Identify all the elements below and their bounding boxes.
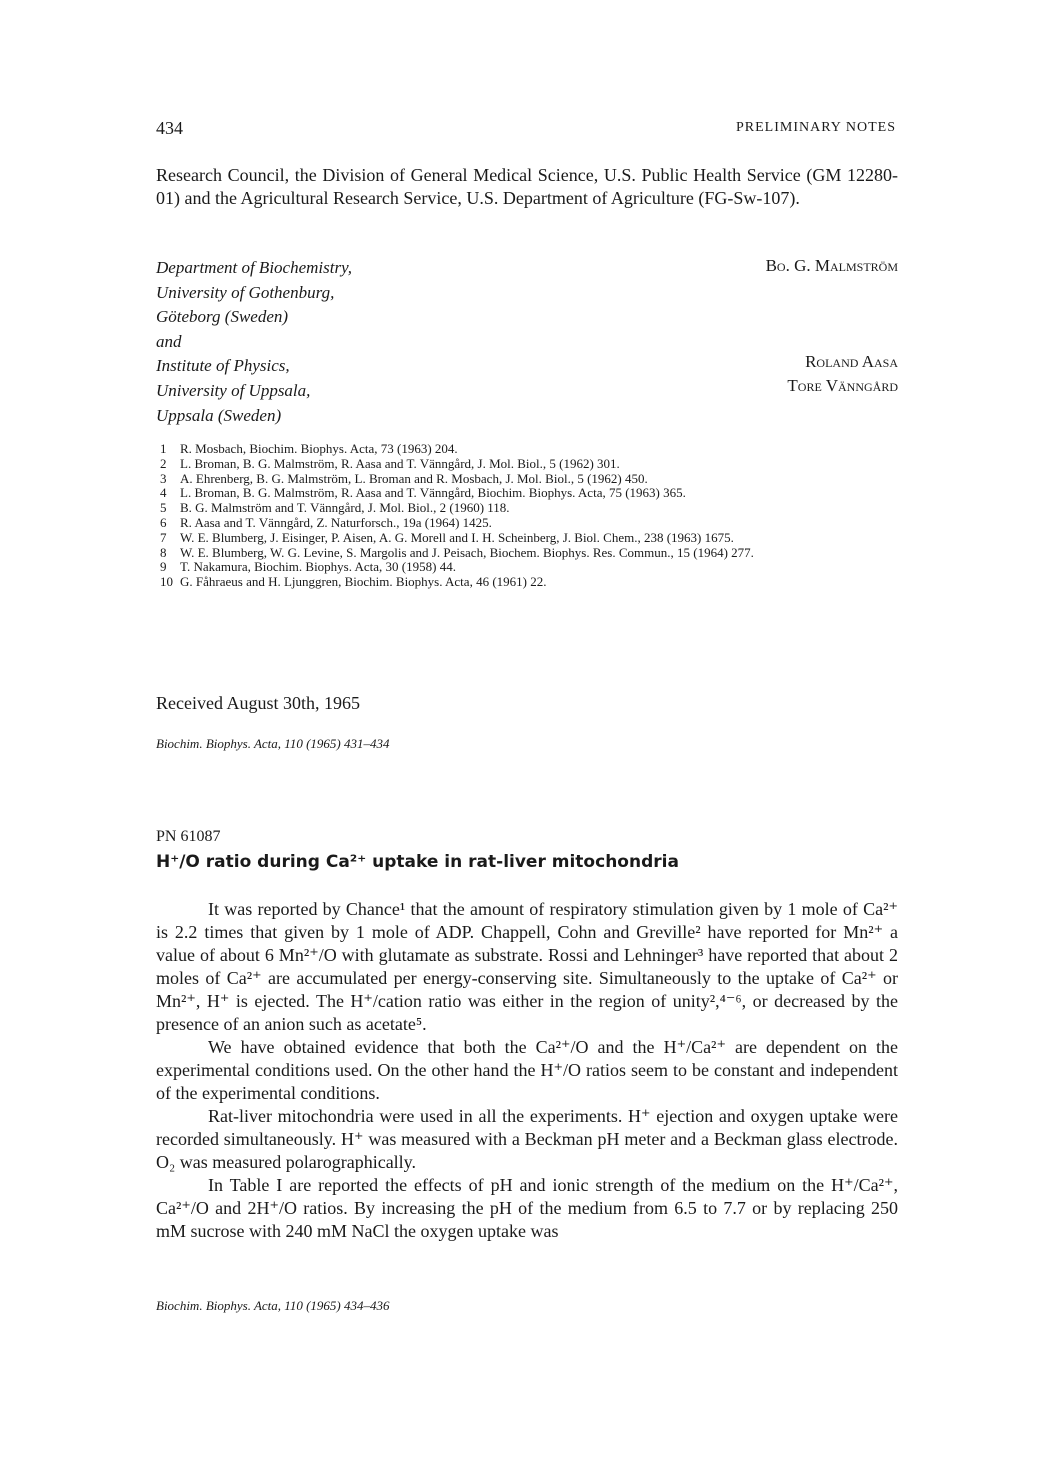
reference-text: R. Aasa and T. Vänngård, Z. Naturforsch., 19a (1964) 1425. xyxy=(180,514,492,530)
reference-text: L. Broman, B. G. Malmström, R. Aasa and T. Vänngård, Biochim. Biophys. Acta, 75 (1963) 365. xyxy=(180,485,686,501)
affiliation-line: and xyxy=(156,331,182,351)
reference-number: 2 xyxy=(160,455,167,471)
article-title: H⁺/O ratio during Ca²⁺ uptake in rat-liver mitochondria xyxy=(156,852,679,872)
reference-text: A. Ehrenberg, B. G. Malmström, L. Broman and R. Mosbach, J. Mol. Biol., 5 (1962) 450. xyxy=(180,470,648,486)
reference-text: R. Mosbach, Biochim. Biophys. Acta, 73 (1963) 204. xyxy=(180,441,458,456)
reference-number: 9 xyxy=(160,559,167,575)
body-paragraph: We have obtained evidence that both the Ca²⁺/O and the H⁺/Ca²⁺ are dependent on the experimental conditions used. On the other hand the H⁺/O ratios seem to be constant and independent of the experimental conditions. xyxy=(156,1037,898,1103)
received-date: Received August 30th, 1965 xyxy=(156,693,360,713)
reference-number: 4 xyxy=(160,485,167,501)
reference-text: B. G. Malmström and T. Vänngård, J. Mol. Biol., 2 (1960) 118. xyxy=(180,500,510,516)
reference-number: 5 xyxy=(160,500,167,516)
reference-number: 8 xyxy=(160,544,167,560)
affiliation-block xyxy=(156,256,352,428)
reference-item xyxy=(156,516,898,531)
reference-text: W. E. Blumberg, J. Eisinger, P. Aisen, A. G. Morell and I. H. Scheinberg, J. Biol. Chem., 238 (1963) 1675. xyxy=(180,529,734,545)
journal-citation: Biochim. Biophys. Acta, 110 (1965) 434–436 xyxy=(156,1298,390,1313)
reference-item xyxy=(156,531,898,546)
reference-item xyxy=(156,457,898,472)
reference-item xyxy=(156,560,898,575)
reference-item xyxy=(156,472,898,487)
body-paragraph: It was reported by Chance¹ that the amount of respiratory stimulation given by 1 mole of Ca²⁺ is 2.2 times that given by 1 mole of ADP. Chappell, Cohn and Greville² have reported for Mn²⁺ a value of about 6 Mn²⁺/O with glutamate as substrate. Rossi and Lehninger³ have reported that about 2 moles of Ca²⁺ are accumulated per energy-conserving site. Simultaneously to the uptake of Ca²⁺ or Mn²⁺, H⁺ is ejected. The H⁺/cation ratio was either in the region of unity²,⁴⁻⁶, or decreased by the presence of an anion such as acetate⁵. xyxy=(156,899,898,1034)
author-name: Bo. G. Malmström xyxy=(765,256,898,275)
author-block xyxy=(787,350,898,398)
journal-citation: Biochim. Biophys. Acta, 110 (1965) 431–434 xyxy=(156,736,390,751)
reference-text: L. Broman, B. G. Malmström, R. Aasa and T. Vänngård, J. Mol. Biol., 5 (1962) 301. xyxy=(180,455,620,471)
reference-text: G. Fåhraeus and H. Ljunggren, Biochim. Biophys. Acta, 46 (1961) 22. xyxy=(180,574,547,590)
reference-item xyxy=(156,501,898,516)
body-paragraph: In Table I are reported the effects of pH and ionic strength of the medium on the H⁺/Ca²⁺, Ca²⁺/O and 2H⁺/O ratios. By increasing the pH of the medium from 6.5 to 7.7 or by replacing 250 mM sucrose with 240 mM NaCl the oxygen uptake was xyxy=(156,1175,898,1241)
affiliation-line: University of Uppsala, xyxy=(156,380,311,400)
reference-number: 3 xyxy=(160,470,167,486)
affiliation-line: Institute of Physics, xyxy=(156,356,290,376)
article-body xyxy=(156,898,898,1243)
reference-list xyxy=(156,442,898,590)
reference-number: 7 xyxy=(160,529,167,545)
author-name: Roland Aasa xyxy=(805,352,898,371)
reference-number: 1 xyxy=(160,441,167,456)
affiliation-line: Department of Biochemistry, xyxy=(156,258,352,277)
reference-item xyxy=(156,546,898,561)
affiliation-line: University of Gothenburg, xyxy=(156,282,335,302)
acknowledgement-paragraph: Research Council, the Division of General Medical Science, U.S. Public Health Service (GM 12280-01) and the Agricultural Research Service, U.S. Department of Agriculture (FG-Sw-107). xyxy=(156,165,898,208)
running-title: PRELIMINARY NOTES xyxy=(736,120,896,135)
reference-number: 6 xyxy=(160,514,167,530)
author-name: Tore Vänngård xyxy=(787,376,898,395)
reference-number: 10 xyxy=(160,574,173,590)
page-number: 434 xyxy=(156,118,183,138)
reference-text: W. E. Blumberg, W. G. Levine, S. Margolis and J. Peisach, Biochem. Biophys. Res. Commun., 15 (1964) 277. xyxy=(180,544,754,560)
reference-item xyxy=(156,486,898,501)
affiliation-line: Göteborg (Sweden) xyxy=(156,307,289,327)
reference-item xyxy=(156,575,898,590)
note-identifier: PN 61087 xyxy=(156,828,221,845)
body-paragraph: Rat-liver mitochondria were used in all the experiments. H⁺ ejection and oxygen uptake were recorded simultaneously. H⁺ was measured with a Beckman pH meter and a Beckman glass electrode. O₂ was measured polarographically. xyxy=(156,1106,898,1172)
reference-text: T. Nakamura, Biochim. Biophys. Acta, 30 (1958) 44. xyxy=(180,559,456,575)
reference-item xyxy=(156,442,898,457)
affiliation-line: Uppsala (Sweden) xyxy=(156,405,282,425)
